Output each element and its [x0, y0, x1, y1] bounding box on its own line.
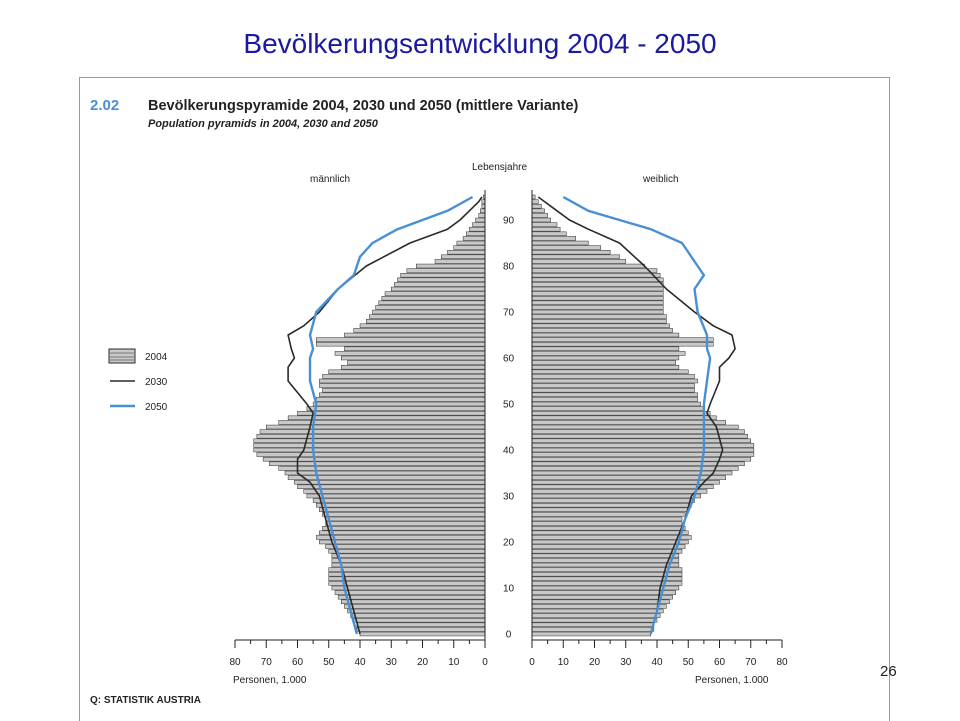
bar-male-age-81	[435, 259, 485, 263]
age-tick-80: 80	[502, 261, 515, 273]
bar-female-age-0	[532, 632, 651, 636]
bar-male-age-70	[373, 310, 486, 314]
bar-male-age-11	[329, 581, 485, 585]
bar-female-age-67	[532, 324, 670, 328]
bar-female-age-6	[532, 604, 666, 608]
bar-male-age-68	[366, 319, 485, 323]
legend-label-2030: 2030	[145, 377, 168, 388]
bar-female-age-49	[532, 407, 704, 411]
figure-title: Bevölkerungspyramide 2004, 2030 und 2050 (mittlere Variante)	[148, 98, 579, 114]
bar-male-age-79	[407, 269, 485, 273]
bar-female-age-92	[532, 209, 545, 213]
figure-number: 2.02	[90, 97, 120, 114]
figure-subtitle: Population pyramids in 2004, 2030 and 2050	[148, 118, 378, 130]
bar-male-age-92	[480, 209, 485, 213]
bar-male-age-39	[257, 453, 485, 457]
bar-male-age-20	[319, 540, 485, 544]
bar-female-age-36	[532, 466, 738, 470]
bar-male-age-89	[473, 223, 486, 227]
x-tick-label-right-50: 50	[682, 657, 694, 668]
bar-female-age-90	[532, 218, 551, 222]
bar-male-age-19	[326, 545, 485, 549]
bar-female-age-75	[532, 287, 663, 291]
age-tick-20: 20	[502, 537, 515, 549]
bar-female-age-88	[532, 227, 560, 231]
bar-male-age-27	[319, 508, 485, 512]
bar-male-age-38	[263, 457, 485, 461]
age-tick-10: 10	[502, 583, 515, 595]
x-tick-label-right-30: 30	[620, 657, 632, 668]
bar-male-age-65	[344, 333, 485, 337]
bar-male-age-57	[329, 370, 485, 374]
bar-male-age-47	[288, 416, 485, 420]
x-tick-label-left-20: 20	[416, 657, 429, 668]
bar-female-age-8	[532, 595, 673, 599]
bar-male-age-74	[385, 292, 485, 296]
bar-male-age-41	[254, 443, 485, 447]
bar-male-age-90	[476, 218, 485, 222]
bar-female-age-20	[532, 540, 688, 544]
bar-female-age-63	[532, 342, 713, 346]
bar-female-age-43	[532, 434, 748, 438]
bar-male-age-91	[479, 213, 485, 217]
bar-male-age-24	[326, 522, 485, 526]
bar-female-age-26	[532, 512, 685, 516]
bar-male-age-84	[454, 246, 485, 250]
bar-female-age-22	[532, 531, 688, 535]
bar-female-age-76	[532, 282, 663, 286]
page-number: 26	[880, 663, 897, 680]
bar-male-age-86	[463, 236, 485, 240]
legend-label-2004: 2004	[145, 352, 168, 363]
bar-male-age-46	[279, 420, 485, 424]
bar-male-age-75	[391, 287, 485, 291]
bar-male-age-51	[316, 397, 485, 401]
bar-male-age-83	[448, 250, 486, 254]
bar-male-age-10	[332, 586, 485, 590]
age-tick-40: 40	[502, 445, 515, 457]
bar-female-age-73	[532, 296, 663, 300]
bar-female-age-70	[532, 310, 663, 314]
bar-male-age-42	[254, 439, 485, 443]
bar-male-age-66	[354, 328, 485, 332]
bar-male-age-28	[316, 503, 485, 507]
bar-male-age-12	[329, 577, 485, 581]
x-axis-label-left: Personen, 1.000	[233, 675, 307, 686]
bar-male-age-17	[332, 554, 485, 558]
bar-female-age-81	[532, 259, 626, 263]
bar-female-age-44	[532, 430, 745, 434]
bar-male-age-76	[394, 282, 485, 286]
bar-female-age-51	[532, 397, 698, 401]
bar-male-age-55	[319, 379, 485, 383]
bar-female-age-28	[532, 503, 691, 507]
bar-male-age-22	[319, 531, 485, 535]
bar-female-age-54	[532, 384, 695, 388]
bar-male-age-44	[260, 430, 485, 434]
bar-female-age-91	[532, 213, 548, 217]
bar-male-age-3	[354, 618, 485, 622]
bar-female-age-29	[532, 499, 695, 503]
bar-male-age-4	[351, 614, 485, 618]
bar-male-age-37	[269, 462, 485, 466]
bar-female-age-84	[532, 246, 601, 250]
bar-male-age-63	[316, 342, 485, 346]
bar-female-age-56	[532, 374, 695, 378]
x-tick-label-left-50: 50	[323, 657, 335, 668]
bar-female-age-71	[532, 305, 663, 309]
bar-male-age-85	[457, 241, 485, 245]
bar-female-age-46	[532, 420, 726, 424]
legend-label-2050: 2050	[145, 402, 168, 413]
bar-female-age-40	[532, 448, 754, 452]
bar-female-age-11	[532, 581, 682, 585]
x-axis-label-right: Personen, 1.000	[695, 675, 769, 686]
x-tick-label-left-10: 10	[448, 657, 460, 668]
bar-male-age-14	[329, 568, 485, 572]
x-tick-label-right-0: 0	[529, 657, 535, 668]
bar-female-age-19	[532, 545, 685, 549]
bar-female-age-58	[532, 365, 679, 369]
bar-male-age-32	[298, 485, 486, 489]
x-tick-label-right-40: 40	[651, 657, 663, 668]
age-tick-90: 90	[502, 215, 515, 227]
bar-female-age-62	[532, 347, 679, 351]
bar-female-age-53	[532, 388, 695, 392]
bar-male-age-6	[344, 604, 485, 608]
x-tick-label-left-80: 80	[229, 657, 241, 668]
bar-female-age-85	[532, 241, 588, 245]
bar-male-age-13	[329, 572, 485, 576]
bar-female-age-78	[532, 273, 660, 277]
x-tick-label-left-40: 40	[354, 657, 366, 668]
bar-male-age-58	[341, 365, 485, 369]
bar-female-age-74	[532, 292, 663, 296]
bar-female-age-87	[532, 232, 566, 236]
age-tick-30: 30	[502, 491, 515, 503]
bar-female-age-3	[532, 618, 657, 622]
bar-female-age-83	[532, 250, 610, 254]
male-label: männlich	[310, 174, 351, 185]
bar-female-age-93	[532, 204, 541, 208]
bar-male-age-60	[341, 356, 485, 360]
x-tick-label-right-20: 20	[588, 657, 601, 668]
bar-male-age-78	[401, 273, 485, 277]
bar-female-age-79	[532, 269, 657, 273]
bar-male-age-48	[298, 411, 486, 415]
bar-female-age-5	[532, 609, 663, 613]
bar-male-age-45	[266, 425, 485, 429]
age-tick-50: 50	[502, 399, 515, 411]
bar-female-age-12	[532, 577, 682, 581]
bar-male-age-82	[441, 255, 485, 259]
bar-female-age-50	[532, 402, 701, 406]
bar-male-age-52	[319, 393, 485, 397]
bar-female-age-47	[532, 416, 716, 420]
bar-female-age-7	[532, 600, 670, 604]
age-tick-labels	[503, 216, 515, 641]
bar-female-age-10	[532, 586, 679, 590]
bar-female-age-45	[532, 425, 738, 429]
bar-female-age-38	[532, 457, 751, 461]
source-label: Q: STATISTIK AUSTRIA	[90, 695, 201, 706]
age-tick-0: 0	[505, 629, 512, 641]
bar-male-age-36	[279, 466, 485, 470]
bar-male-age-61	[335, 351, 485, 355]
bar-male-age-59	[348, 361, 486, 365]
x-tick-label-right-60: 60	[713, 657, 726, 668]
bar-female-age-72	[532, 301, 663, 305]
bar-male-age-23	[323, 526, 486, 530]
bar-male-age-26	[323, 512, 486, 516]
bar-female-age-17	[532, 554, 679, 558]
bar-male-age-49	[307, 407, 485, 411]
x-tick-label-left-30: 30	[385, 657, 397, 668]
bar-female-age-1	[532, 627, 654, 631]
bar-male-age-69	[369, 315, 485, 319]
bar-male-age-56	[323, 374, 486, 378]
bar-male-age-64	[316, 338, 485, 342]
bar-female-age-2	[532, 623, 654, 627]
x-tick-label-left-60: 60	[291, 657, 304, 668]
bar-female-age-31	[532, 489, 707, 493]
bar-female-age-27	[532, 508, 688, 512]
bar-female-age-94	[532, 200, 538, 204]
x-tick-label-right-80: 80	[776, 657, 788, 668]
bar-female-age-60	[532, 356, 679, 360]
bar-female-age-82	[532, 255, 620, 259]
female-label: weiblich	[643, 174, 679, 185]
bar-male-age-15	[332, 563, 485, 567]
bar-female-age-33	[532, 480, 720, 484]
bar-male-age-16	[332, 558, 485, 562]
bar-female-age-13	[532, 572, 682, 576]
slide-title: Bevölkerungsentwicklung 2004 - 2050	[243, 28, 717, 59]
bar-male-age-31	[304, 489, 485, 493]
bar-female-age-16	[532, 558, 679, 562]
bar-female-age-37	[532, 462, 745, 466]
bar-male-age-50	[313, 402, 485, 406]
bar-female-age-69	[532, 315, 666, 319]
bar-female-age-57	[532, 370, 688, 374]
x-tick-label-left-0: 0	[482, 657, 488, 668]
bar-female-age-4	[532, 614, 660, 618]
bar-male-age-67	[360, 324, 485, 328]
bar-female-age-61	[532, 351, 685, 355]
bar-female-age-65	[532, 333, 679, 337]
bar-male-age-87	[466, 232, 485, 236]
bar-male-age-1	[357, 627, 485, 631]
bar-male-age-77	[398, 278, 486, 282]
bar-male-age-80	[416, 264, 485, 268]
bar-male-age-62	[344, 347, 485, 351]
age-axis-label: Lebensjahre	[472, 162, 528, 173]
bar-female-age-86	[532, 236, 576, 240]
bar-male-age-8	[338, 595, 485, 599]
bar-female-age-89	[532, 223, 557, 227]
x-tick-label-right-10: 10	[557, 657, 569, 668]
bar-male-age-33	[294, 480, 485, 484]
bar-female-age-42	[532, 439, 751, 443]
bar-female-age-66	[532, 328, 673, 332]
bar-female-age-21	[532, 535, 691, 539]
bar-female-age-32	[532, 485, 713, 489]
bar-female-age-9	[532, 591, 676, 595]
bar-male-age-72	[379, 301, 485, 305]
bar-female-age-25	[532, 517, 682, 521]
bar-female-age-30	[532, 494, 701, 498]
bar-female-age-24	[532, 522, 682, 526]
bar-male-age-2	[357, 623, 485, 627]
bar-female-age-23	[532, 526, 685, 530]
legend-swatch-2004	[109, 349, 135, 363]
x-tick-label-left-70: 70	[260, 657, 272, 668]
bar-male-age-21	[316, 535, 485, 539]
bar-male-age-9	[335, 591, 485, 595]
bar-female-age-14	[532, 568, 682, 572]
bar-female-age-18	[532, 549, 682, 553]
bar-male-age-40	[254, 448, 485, 452]
bar-male-age-5	[348, 609, 486, 613]
bar-female-age-15	[532, 563, 679, 567]
bar-male-age-73	[382, 296, 485, 300]
bar-male-age-43	[257, 434, 485, 438]
bar-male-age-7	[341, 600, 485, 604]
bar-male-age-0	[360, 632, 485, 636]
bar-female-age-64	[532, 338, 713, 342]
bar-female-age-77	[532, 278, 663, 282]
bar-female-age-80	[532, 264, 645, 268]
bar-female-age-34	[532, 476, 726, 480]
bar-male-age-25	[326, 517, 485, 521]
legend	[109, 349, 168, 413]
age-tick-60: 60	[502, 353, 515, 365]
bar-female-age-48	[532, 411, 710, 415]
bar-male-age-54	[319, 384, 485, 388]
bar-male-age-18	[329, 549, 485, 553]
bar-male-age-30	[307, 494, 485, 498]
bar-male-age-88	[469, 227, 485, 231]
bar-female-age-59	[532, 361, 676, 365]
x-tick-label-right-70: 70	[745, 657, 757, 668]
bar-male-age-71	[376, 305, 485, 309]
bar-female-age-52	[532, 393, 698, 397]
bar-female-age-68	[532, 319, 666, 323]
age-tick-70: 70	[502, 307, 515, 319]
bar-female-age-55	[532, 379, 698, 383]
bar-male-age-53	[323, 388, 486, 392]
bar-male-age-29	[313, 499, 485, 503]
